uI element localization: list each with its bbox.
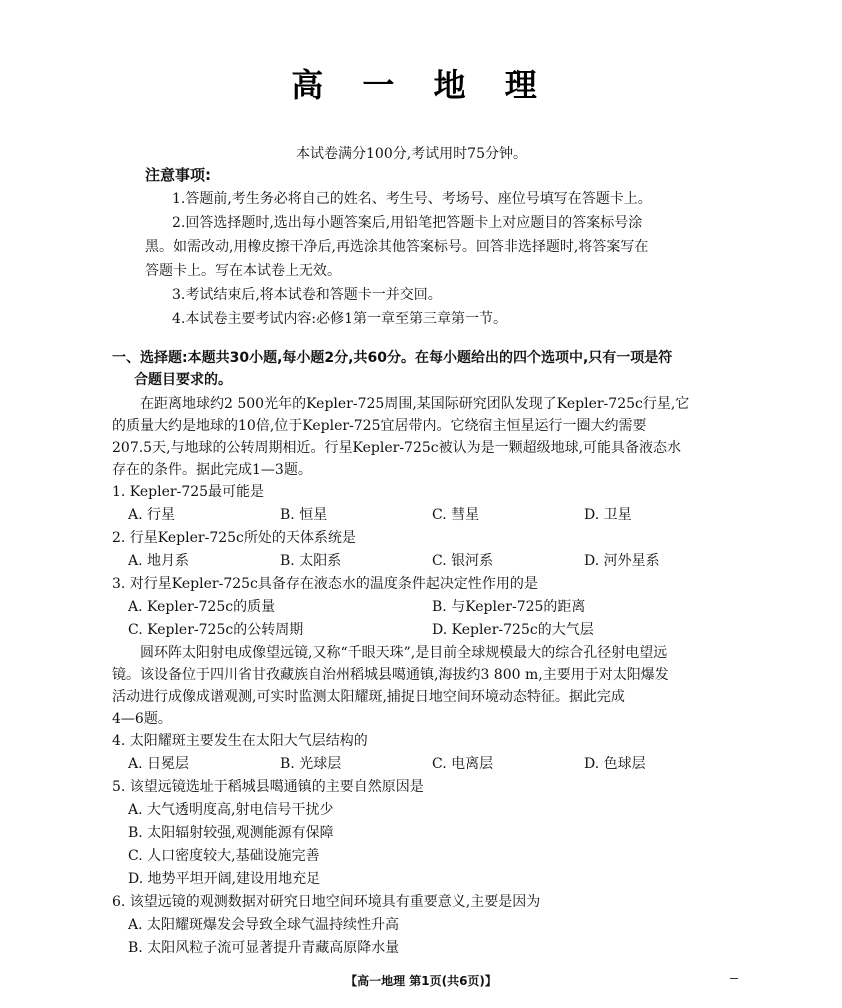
option-c: C. Kepler-725c的公转周期 (128, 622, 304, 638)
option-b: B. 太阳辐射较强,观测能源有保障 (128, 825, 334, 841)
option-b: B. 太阳风粒子流可显著提升青藏高原降水量 (128, 940, 400, 956)
option-c: C. 人口密度较大,基础设施完善 (128, 848, 320, 864)
passage-line: 圆环阵太阳射电成像望远镜,又称“千眼天珠”,是目前全球规模最大的综合孔径射电望远 (140, 645, 668, 661)
footer-dash (730, 978, 738, 979)
notes-line: 1.答题前,考生务必将自己的姓名、考生号、考场号、座位号填写在答题卡上。 (172, 191, 652, 207)
passage-1 (112, 393, 737, 481)
option-d: D. 卫星 (584, 507, 632, 523)
option-a: A. 行星 (128, 507, 176, 523)
option-b: B. 恒星 (280, 507, 328, 523)
passage-line: 4—6题。 (112, 711, 172, 727)
passage-line: 镜。该设备位于四川省甘孜藏族自治州稻城县噶通镇,海拔约3 800 m,主要用于对太阳爆发 (112, 667, 669, 683)
question-1-stem: 1. Kepler-725最可能是 (112, 484, 265, 500)
notes-line: 3.考试结束后,将本试卷和答题卡一并交回。 (172, 287, 442, 303)
section-heading-line: 合题目要求的。 (134, 372, 232, 388)
passage-2 (112, 642, 737, 730)
question-2-stem: 2. 行星Kepler-725c所处的天体系统是 (112, 530, 356, 546)
notes-line: 4.本试卷主要考试内容:必修1第一章至第三章第一节。 (172, 311, 507, 327)
option-d: D. 河外星系 (584, 553, 660, 569)
option-b: B. 光球层 (280, 756, 342, 772)
option-d: D. 地势平坦开阔,建设用地充足 (128, 871, 321, 887)
option-c: C. 彗星 (432, 507, 480, 523)
section-heading (112, 347, 737, 391)
notes-heading: 注意事项: (145, 166, 211, 184)
question-4-stem: 4. 太阳耀斑主要发生在太阳大气层结构的 (112, 733, 368, 749)
passage-line: 活动进行成像成谱观测,可实时监测太阳耀斑,捕捉日地空间环境动态特征。据此完成 (112, 689, 625, 705)
option-a: A. 地月系 (128, 553, 190, 569)
passage-line: 207.5天,与地球的公转周期相近。行星Kepler-725c被认为是一颗超级地球,可能具备液态水 (112, 440, 682, 456)
option-b: B. 与Kepler-725的距离 (432, 599, 586, 615)
option-b: B. 太阳系 (280, 553, 342, 569)
exam-info: 本试卷满分100分,考试用时75分钟。 (296, 146, 527, 162)
notes-line: 答题卡上。写在本试卷上无效。 (145, 263, 341, 279)
page-footer: 【高一地理 第1页(共6页)】 (345, 974, 497, 988)
passage-line: 存在的条件。据此完成1—3题。 (112, 462, 312, 478)
question-2-options (112, 550, 737, 573)
questions-area (112, 393, 737, 960)
passage-line: 在距离地球约2 500光年的Kepler-725周围,某国际研究团队发现了Kepler-725c行星,它 (140, 396, 690, 412)
question-3-options-row2 (112, 619, 737, 642)
option-a: A. 太阳耀斑爆发会导致全球气温持续性升高 (128, 917, 400, 933)
section-heading-line: 一、选择题:本题共30小题,每小题2分,共60分。在每小题给出的四个选项中,只有一项是符 (112, 350, 673, 366)
question-1-options (112, 504, 737, 527)
notes-block (145, 163, 735, 331)
option-c: C. 电离层 (432, 756, 494, 772)
page-title: 高 一 地 理 (291, 66, 551, 104)
notes-line: 2.回答选择题时,选出每小题答案后,用铅笔把答题卡上对应题目的答案标号涂 (172, 215, 643, 231)
option-a: A. Kepler-725c的质量 (128, 599, 276, 615)
option-a: A. 大气透明度高,射电信号干扰少 (128, 802, 334, 818)
question-3-stem: 3. 对行星Kepler-725c具备存在液态水的温度条件起决定性作用的是 (112, 576, 538, 592)
question-3-options-row1 (112, 596, 737, 619)
question-6-stem: 6. 该望远镜的观测数据对研究日地空间环境具有重要意义,主要是因为 (112, 894, 541, 910)
notes-line: 黑。如需改动,用橡皮擦干净后,再选涂其他答案标号。回答非选择题时,将答案写在 (145, 239, 649, 255)
passage-line: 的质量大约是地球的10倍,位于Kepler-725宜居带内。它绕宿主恒星运行一圈大约需要 (112, 418, 647, 434)
question-5-stem: 5. 该望远镜选址于稻城县噶通镇的主要自然原因是 (112, 779, 424, 795)
option-c: C. 银河系 (432, 553, 494, 569)
option-d: D. Kepler-725c的大气层 (432, 622, 594, 638)
question-4-options (112, 753, 737, 776)
option-d: D. 色球层 (584, 756, 646, 772)
option-a: A. 日冕层 (128, 756, 190, 772)
